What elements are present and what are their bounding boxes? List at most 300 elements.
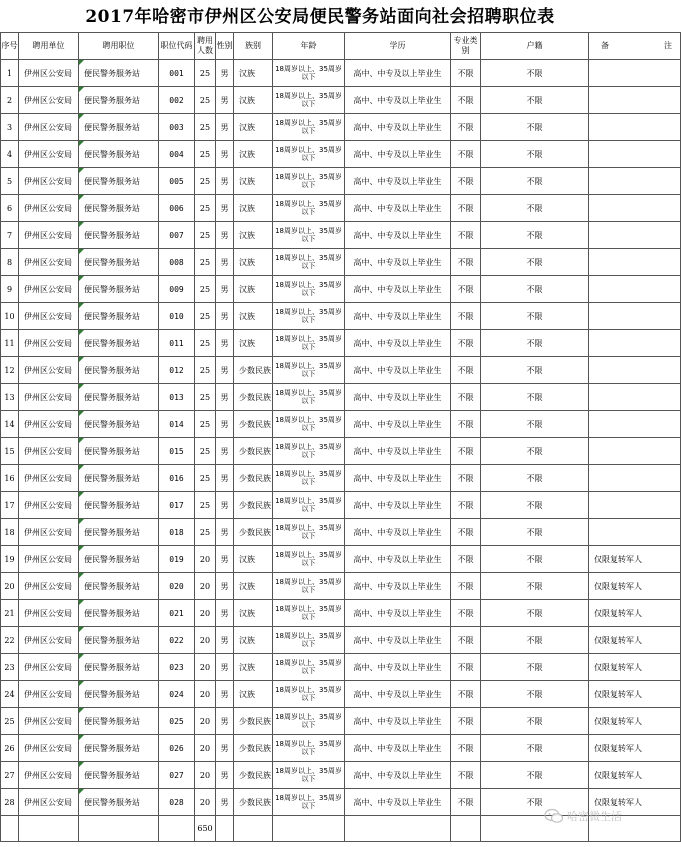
total-empty-cell [159,816,195,842]
cell-age: 18周岁以上、35周岁以下 [273,627,345,654]
cell-note: 仅限复转军人 [589,681,681,708]
cell-code: 019 [159,546,195,573]
cell-age: 18周岁以上、35周岁以下 [273,168,345,195]
cell-age: 18周岁以上、35周岁以下 [273,330,345,357]
cell-major: 不限 [451,357,481,384]
cell-position: 便民警务服务站 [79,573,159,600]
cell-count: 20 [195,681,216,708]
cell-seq: 27 [1,762,19,789]
cell-gender: 男 [216,195,234,222]
cell-major: 不限 [451,87,481,114]
cell-major: 不限 [451,492,481,519]
cell-gender: 男 [216,600,234,627]
cell-note [589,357,681,384]
cell-note [589,492,681,519]
table-row [1,681,681,708]
cell-age: 18周岁以上、35周岁以下 [273,708,345,735]
cell-unit: 伊州区公安局 [19,222,79,249]
cell-major: 不限 [451,654,481,681]
cell-unit: 伊州区公安局 [19,600,79,627]
cell-seq: 28 [1,789,19,816]
cell-gender: 男 [216,789,234,816]
cell-unit: 伊州区公安局 [19,60,79,87]
cell-count: 25 [195,357,216,384]
cell-ethnicity: 少数民族 [234,492,273,519]
table-row [1,276,681,303]
cell-count: 25 [195,276,216,303]
cell-unit: 伊州区公安局 [19,276,79,303]
cell-education: 高中、中专及以上毕业生 [345,546,451,573]
cell-major: 不限 [451,222,481,249]
cell-seq: 15 [1,438,19,465]
table-row [1,492,681,519]
cell-hukou: 不限 [481,384,589,411]
cell-hukou: 不限 [481,168,589,195]
cell-count: 20 [195,600,216,627]
cell-code: 009 [159,276,195,303]
wechat-icon [544,808,564,824]
cell-major: 不限 [451,114,481,141]
cell-code: 003 [159,114,195,141]
cell-education: 高中、中专及以上毕业生 [345,573,451,600]
cell-code: 008 [159,249,195,276]
cell-major: 不限 [451,519,481,546]
cell-major: 不限 [451,438,481,465]
cell-note: 仅限复转军人 [589,762,681,789]
cell-position: 便民警务服务站 [79,60,159,87]
cell-count: 20 [195,573,216,600]
cell-hukou: 不限 [481,249,589,276]
cell-position: 便民警务服务站 [79,708,159,735]
cell-major: 不限 [451,546,481,573]
cell-gender: 男 [216,708,234,735]
cell-education: 高中、中专及以上毕业生 [345,114,451,141]
cell-seq: 1 [1,60,19,87]
table-row [1,60,681,87]
cell-education: 高中、中专及以上毕业生 [345,384,451,411]
cell-hukou: 不限 [481,303,589,330]
cell-gender: 男 [216,60,234,87]
cell-unit: 伊州区公安局 [19,546,79,573]
cell-major: 不限 [451,573,481,600]
cell-unit: 伊州区公安局 [19,168,79,195]
cell-age: 18周岁以上、35周岁以下 [273,492,345,519]
cell-ethnicity: 少数民族 [234,762,273,789]
table-row [1,735,681,762]
cell-seq: 13 [1,384,19,411]
header-unit: 聘用单位 [19,33,79,60]
cell-code: 002 [159,87,195,114]
cell-ethnicity: 少数民族 [234,735,273,762]
cell-count: 25 [195,195,216,222]
table-row [1,600,681,627]
header-ethnicity: 族别 [234,33,273,60]
cell-code: 025 [159,708,195,735]
cell-position: 便民警务服务站 [79,303,159,330]
cell-code: 022 [159,627,195,654]
table-row [1,249,681,276]
cell-hukou: 不限 [481,357,589,384]
table-row [1,762,681,789]
cell-age: 18周岁以上、35周岁以下 [273,195,345,222]
cell-education: 高中、中专及以上毕业生 [345,789,451,816]
cell-position: 便民警务服务站 [79,357,159,384]
table-row [1,546,681,573]
cell-code: 026 [159,735,195,762]
table-row [1,357,681,384]
cell-count: 20 [195,654,216,681]
cell-position: 便民警务服务站 [79,519,159,546]
header-code: 职位代码 [159,33,195,60]
cell-ethnicity: 汉族 [234,627,273,654]
total-empty-cell [1,816,19,842]
watermark [544,805,622,827]
cell-count: 25 [195,303,216,330]
cell-major: 不限 [451,735,481,762]
cell-age: 18周岁以上、35周岁以下 [273,600,345,627]
cell-hukou: 不限 [481,411,589,438]
cell-note: 仅限复转军人 [589,573,681,600]
cell-age: 18周岁以上、35周岁以下 [273,762,345,789]
cell-age: 18周岁以上、35周岁以下 [273,222,345,249]
cell-ethnicity: 汉族 [234,681,273,708]
cell-ethnicity: 少数民族 [234,357,273,384]
cell-gender: 男 [216,573,234,600]
cell-gender: 男 [216,735,234,762]
cell-hukou: 不限 [481,519,589,546]
cell-gender: 男 [216,141,234,168]
cell-count: 25 [195,168,216,195]
cell-unit: 伊州区公安局 [19,627,79,654]
cell-count: 25 [195,492,216,519]
cell-education: 高中、中专及以上毕业生 [345,492,451,519]
cell-note [589,60,681,87]
cell-age: 18周岁以上、35周岁以下 [273,249,345,276]
cell-count: 25 [195,87,216,114]
cell-education: 高中、中专及以上毕业生 [345,465,451,492]
cell-note [589,276,681,303]
cell-position: 便民警务服务站 [79,222,159,249]
cell-age: 18周岁以上、35周岁以下 [273,681,345,708]
cell-major: 不限 [451,627,481,654]
cell-ethnicity: 汉族 [234,114,273,141]
header-note [589,33,681,60]
cell-seq: 6 [1,195,19,222]
cell-gender: 男 [216,87,234,114]
cell-unit: 伊州区公安局 [19,654,79,681]
table-row [1,384,681,411]
cell-age: 18周岁以上、35周岁以下 [273,465,345,492]
cell-code: 027 [159,762,195,789]
cell-ethnicity: 汉族 [234,573,273,600]
cell-seq: 11 [1,330,19,357]
cell-position: 便民警务服务站 [79,627,159,654]
cell-code: 006 [159,195,195,222]
cell-unit: 伊州区公安局 [19,114,79,141]
header-seq: 序号 [1,33,19,60]
cell-position: 便民警务服务站 [79,141,159,168]
cell-count: 25 [195,384,216,411]
cell-position: 便民警务服务站 [79,492,159,519]
cell-unit: 伊州区公安局 [19,735,79,762]
cell-education: 高中、中专及以上毕业生 [345,60,451,87]
cell-unit: 伊州区公安局 [19,195,79,222]
cell-ethnicity: 汉族 [234,141,273,168]
cell-count: 25 [195,222,216,249]
cell-unit: 伊州区公安局 [19,519,79,546]
cell-ethnicity: 汉族 [234,654,273,681]
cell-note [589,384,681,411]
cell-code: 013 [159,384,195,411]
cell-position: 便民警务服务站 [79,168,159,195]
cell-gender: 男 [216,330,234,357]
cell-age: 18周岁以上、35周岁以下 [273,357,345,384]
total-empty-cell [273,816,345,842]
cell-age: 18周岁以上、35周岁以下 [273,519,345,546]
cell-code: 028 [159,789,195,816]
cell-count: 25 [195,249,216,276]
cell-seq: 16 [1,465,19,492]
cell-major: 不限 [451,708,481,735]
cell-unit: 伊州区公安局 [19,303,79,330]
cell-seq: 19 [1,546,19,573]
cell-code: 018 [159,519,195,546]
cell-count: 20 [195,708,216,735]
cell-ethnicity: 汉族 [234,303,273,330]
cell-education: 高中、中专及以上毕业生 [345,303,451,330]
cell-unit: 伊州区公安局 [19,573,79,600]
cell-education: 高中、中专及以上毕业生 [345,762,451,789]
page-title: 2017年哈密市伊州区公安局便民警务站面向社会招聘职位表 [85,7,555,27]
table-row [1,141,681,168]
cell-ethnicity: 汉族 [234,249,273,276]
cell-position: 便民警务服务站 [79,465,159,492]
cell-age: 18周岁以上、35周岁以下 [273,276,345,303]
cell-education: 高中、中专及以上毕业生 [345,222,451,249]
cell-hukou: 不限 [481,735,589,762]
cell-education: 高中、中专及以上毕业生 [345,276,451,303]
cell-unit: 伊州区公安局 [19,789,79,816]
cell-code: 004 [159,141,195,168]
cell-major: 不限 [451,303,481,330]
table-row [1,465,681,492]
cell-gender: 男 [216,627,234,654]
cell-seq: 4 [1,141,19,168]
cell-education: 高中、中专及以上毕业生 [345,357,451,384]
header-count: 聘用人数 [195,33,216,60]
cell-major: 不限 [451,411,481,438]
cell-note [589,438,681,465]
cell-gender: 男 [216,249,234,276]
cell-major: 不限 [451,762,481,789]
cell-position: 便民警务服务站 [79,681,159,708]
cell-education: 高中、中专及以上毕业生 [345,627,451,654]
table-row [1,330,681,357]
cell-code: 007 [159,222,195,249]
cell-gender: 男 [216,546,234,573]
cell-note [589,168,681,195]
table-row [1,195,681,222]
cell-hukou: 不限 [481,114,589,141]
table-row [1,708,681,735]
cell-gender: 男 [216,762,234,789]
cell-code: 014 [159,411,195,438]
cell-note: 仅限复转军人 [589,654,681,681]
cell-age: 18周岁以上、35周岁以下 [273,654,345,681]
table-row [1,654,681,681]
cell-hukou: 不限 [481,492,589,519]
cell-note [589,465,681,492]
cell-seq: 2 [1,87,19,114]
cell-gender: 男 [216,384,234,411]
cell-note [589,87,681,114]
cell-ethnicity: 少数民族 [234,438,273,465]
cell-seq: 26 [1,735,19,762]
cell-position: 便民警务服务站 [79,411,159,438]
cell-major: 不限 [451,789,481,816]
cell-major: 不限 [451,249,481,276]
cell-hukou: 不限 [481,762,589,789]
cell-code: 021 [159,600,195,627]
cell-position: 便民警务服务站 [79,384,159,411]
cell-major: 不限 [451,681,481,708]
cell-position: 便民警务服务站 [79,600,159,627]
cell-count: 25 [195,114,216,141]
cell-position: 便民警务服务站 [79,195,159,222]
cell-gender: 男 [216,438,234,465]
cell-age: 18周岁以上、35周岁以下 [273,60,345,87]
total-empty-cell [345,816,451,842]
cell-code: 001 [159,60,195,87]
cell-education: 高中、中专及以上毕业生 [345,438,451,465]
cell-count: 25 [195,465,216,492]
cell-ethnicity: 少数民族 [234,384,273,411]
total-empty-cell [216,816,234,842]
cell-count: 20 [195,735,216,762]
cell-count: 20 [195,627,216,654]
cell-count: 20 [195,546,216,573]
cell-seq: 12 [1,357,19,384]
cell-gender: 男 [216,114,234,141]
cell-note [589,303,681,330]
cell-ethnicity: 汉族 [234,168,273,195]
cell-seq: 8 [1,249,19,276]
cell-unit: 伊州区公安局 [19,681,79,708]
cell-major: 不限 [451,141,481,168]
cell-age: 18周岁以上、35周岁以下 [273,114,345,141]
cell-code: 023 [159,654,195,681]
total-empty-cell [19,816,79,842]
table-row [1,627,681,654]
cell-education: 高中、中专及以上毕业生 [345,735,451,762]
cell-unit: 伊州区公安局 [19,438,79,465]
cell-major: 不限 [451,384,481,411]
cell-unit: 伊州区公安局 [19,492,79,519]
cell-count: 25 [195,411,216,438]
table-row [1,438,681,465]
total-count: 650 [195,816,216,842]
cell-unit: 伊州区公安局 [19,411,79,438]
cell-hukou: 不限 [481,87,589,114]
table-row [1,573,681,600]
cell-seq: 10 [1,303,19,330]
cell-major: 不限 [451,465,481,492]
table-row [1,168,681,195]
cell-hukou: 不限 [481,438,589,465]
cell-gender: 男 [216,492,234,519]
cell-note [589,222,681,249]
cell-position: 便民警务服务站 [79,438,159,465]
cell-hukou: 不限 [481,627,589,654]
cell-gender: 男 [216,303,234,330]
cell-major: 不限 [451,195,481,222]
cell-code: 020 [159,573,195,600]
cell-seq: 24 [1,681,19,708]
cell-seq: 23 [1,654,19,681]
cell-unit: 伊州区公安局 [19,762,79,789]
cell-note [589,114,681,141]
cell-education: 高中、中专及以上毕业生 [345,519,451,546]
cell-major: 不限 [451,276,481,303]
cell-gender: 男 [216,222,234,249]
header-age: 年龄 [273,33,345,60]
cell-major: 不限 [451,330,481,357]
cell-seq: 5 [1,168,19,195]
cell-hukou: 不限 [481,681,589,708]
cell-note: 仅限复转军人 [589,546,681,573]
cell-code: 010 [159,303,195,330]
cell-seq: 20 [1,573,19,600]
total-empty-cell [451,816,481,842]
recruitment-table [0,32,681,842]
cell-count: 25 [195,330,216,357]
cell-seq: 18 [1,519,19,546]
cell-count: 25 [195,519,216,546]
cell-count: 25 [195,438,216,465]
cell-note [589,141,681,168]
cell-seq: 7 [1,222,19,249]
cell-hukou: 不限 [481,708,589,735]
cell-position: 便民警务服务站 [79,654,159,681]
cell-ethnicity: 少数民族 [234,411,273,438]
header-position: 聘用职位 [79,33,159,60]
cell-age: 18周岁以上、35周岁以下 [273,87,345,114]
cell-position: 便民警务服务站 [79,762,159,789]
cell-hukou: 不限 [481,654,589,681]
cell-ethnicity: 少数民族 [234,519,273,546]
cell-position: 便民警务服务站 [79,87,159,114]
header-hukou: 户籍 [481,33,589,60]
cell-major: 不限 [451,168,481,195]
cell-hukou: 不限 [481,60,589,87]
cell-note [589,519,681,546]
cell-ethnicity: 汉族 [234,546,273,573]
cell-seq: 17 [1,492,19,519]
cell-education: 高中、中专及以上毕业生 [345,681,451,708]
cell-position: 便民警务服务站 [79,789,159,816]
cell-hukou: 不限 [481,465,589,492]
cell-hukou: 不限 [481,222,589,249]
cell-count: 20 [195,789,216,816]
cell-ethnicity: 少数民族 [234,789,273,816]
cell-note: 仅限复转军人 [589,627,681,654]
cell-education: 高中、中专及以上毕业生 [345,600,451,627]
cell-hukou: 不限 [481,330,589,357]
cell-gender: 男 [216,465,234,492]
cell-age: 18周岁以上、35周岁以下 [273,789,345,816]
cell-gender: 男 [216,276,234,303]
cell-gender: 男 [216,654,234,681]
